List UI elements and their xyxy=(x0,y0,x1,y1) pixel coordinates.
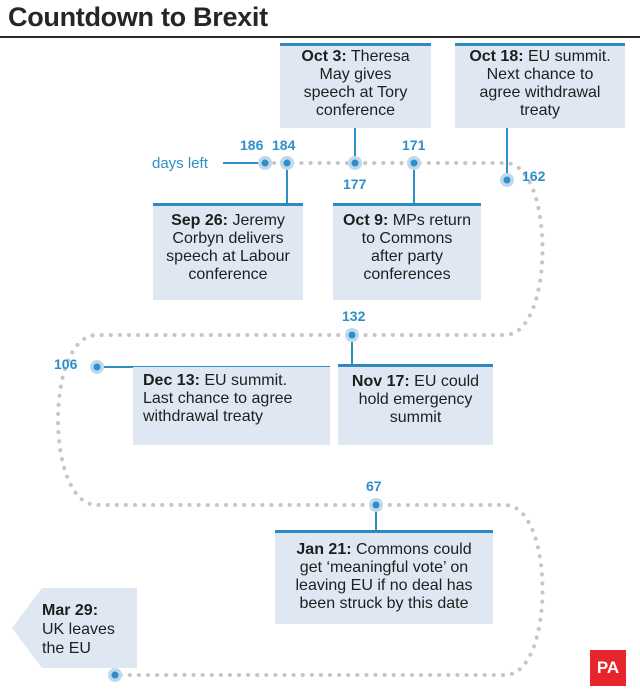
event-date: Oct 18: xyxy=(469,48,524,65)
event-jan21 xyxy=(275,530,493,624)
event-text: been struck by this date xyxy=(299,595,469,612)
event-mar29 xyxy=(42,601,115,658)
event-text: EU could xyxy=(409,373,480,390)
day-186: 186 xyxy=(240,137,264,153)
event-text: withdrawal treaty xyxy=(143,408,264,425)
day-162: 162 xyxy=(522,168,546,184)
event-text: conferences xyxy=(363,266,451,283)
pa-logo: PA xyxy=(590,650,626,686)
event-text: EU summit. xyxy=(523,48,611,65)
event-text: to Commons xyxy=(361,230,453,247)
event-date: Jan 21: xyxy=(296,541,352,558)
event-text: UK leaves xyxy=(42,621,115,638)
event-text: treaty xyxy=(519,102,560,119)
event-oct9 xyxy=(333,203,481,300)
event-oct3 xyxy=(280,43,431,128)
event-text: the EU xyxy=(42,640,91,657)
event-date: Sep 26: xyxy=(171,212,228,229)
event-text: leaving EU if no deal has xyxy=(295,577,473,594)
event-text: get ‘meaningful vote’ on xyxy=(299,559,469,576)
event-text: hold emergency xyxy=(358,391,473,408)
day-171: 171 xyxy=(402,137,426,153)
event-oct18 xyxy=(455,43,625,128)
day-106: 106 xyxy=(54,356,78,372)
event-date: Nov 17: xyxy=(351,373,410,390)
event-text: EU summit. xyxy=(199,372,288,389)
event-text: speech at Tory xyxy=(303,84,408,101)
day-67: 67 xyxy=(366,478,382,494)
event-text: speech at Labour xyxy=(166,248,290,265)
day-184: 184 xyxy=(272,137,296,153)
event-dec13 xyxy=(133,367,330,445)
page-title: Countdown to Brexit xyxy=(8,2,268,32)
day-132: 132 xyxy=(342,308,366,324)
event-sep26 xyxy=(153,203,303,300)
event-text: after party xyxy=(370,248,444,265)
event-nov17 xyxy=(338,364,493,445)
event-text: agree withdrawal xyxy=(479,84,601,101)
event-date: Oct 9: xyxy=(342,212,389,229)
event-text: MPs return xyxy=(388,212,472,229)
event-date: Dec 13: xyxy=(143,372,200,389)
event-text: Jeremy xyxy=(228,212,285,229)
event-text: Corbyn delivers xyxy=(172,230,284,247)
event-text: Next chance to xyxy=(486,66,594,83)
event-text: conference xyxy=(315,102,396,119)
days-left-label: days left xyxy=(152,155,208,172)
event-date: Mar 29: xyxy=(42,602,99,619)
event-text: Commons could xyxy=(351,541,472,558)
event-text: conference xyxy=(188,266,268,283)
event-text: Theresa xyxy=(346,48,410,65)
event-text: May gives xyxy=(319,66,392,83)
day-177: 177 xyxy=(343,176,367,192)
event-text: Last chance to agree xyxy=(143,390,293,407)
event-text: summit xyxy=(389,409,442,426)
event-date: Oct 3: xyxy=(301,48,347,65)
